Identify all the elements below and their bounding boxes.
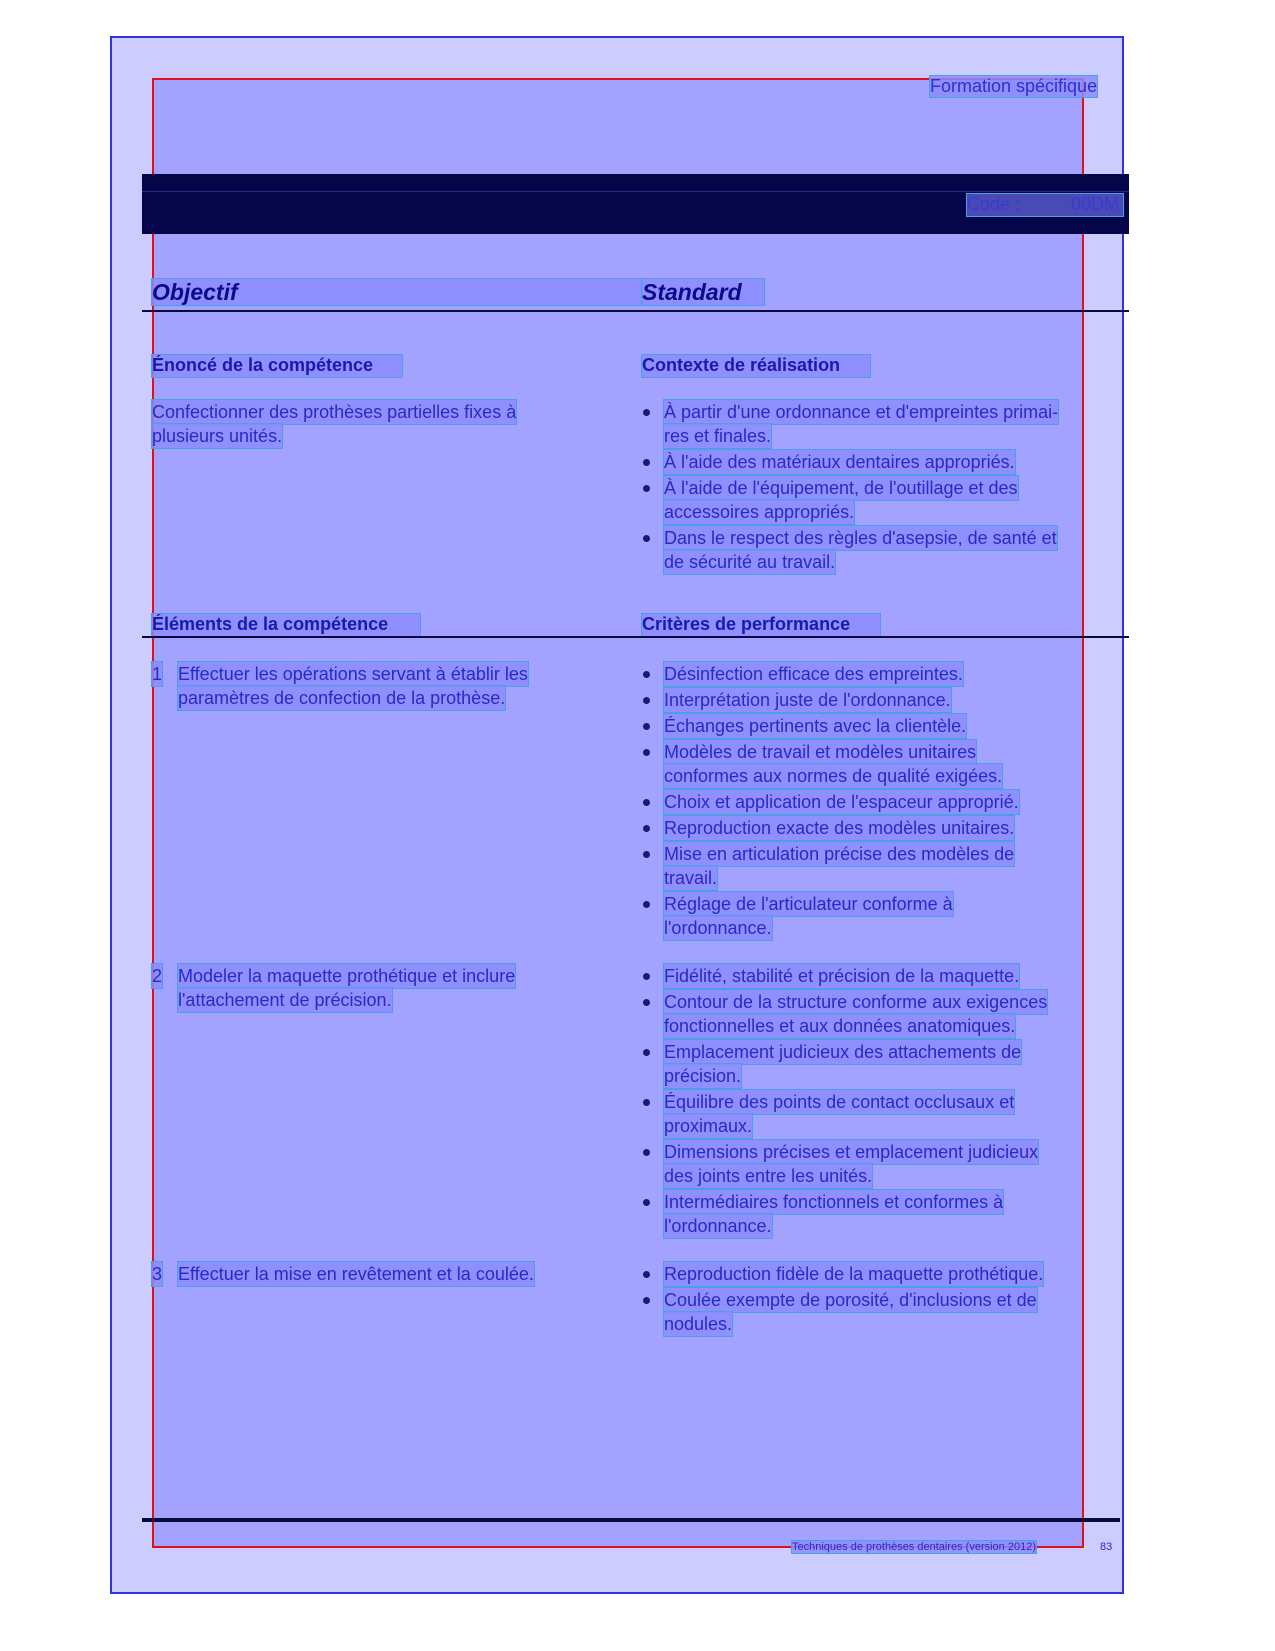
rule-footer <box>142 1518 1120 1522</box>
bullet-icon <box>643 723 650 730</box>
criterion-1-2: Interprétation juste de l'ordonnance. <box>664 690 951 710</box>
bullet-icon <box>643 1099 650 1106</box>
criterion-1-6: Reproduction exacte des modèles unitaires. <box>664 818 1015 838</box>
criterion-2-4: proximaux. <box>664 1116 753 1136</box>
contexte-item-1: res et finales. <box>664 426 772 446</box>
element-1-line: Effectuer les opérations servant à établir les <box>178 664 528 684</box>
criterion-1-8: l'ordonnance. <box>664 918 772 938</box>
contexte-item-2: À l'aide des matériaux dentaires appropriés. <box>664 452 1015 472</box>
criterion-2-4: Équilibre des points de contact occlusaux et <box>664 1092 1015 1112</box>
bullet-icon <box>643 973 650 980</box>
elements-heading: Éléments de la compétence <box>152 614 420 636</box>
footer-text: Techniques de prothèses dentaires (version 2012) <box>792 1541 1036 1553</box>
criterion-2-5: des joints entre les unités. <box>664 1166 873 1186</box>
criterion-3-2: Coulée exempte de porosité, d'inclusions et de <box>664 1290 1037 1310</box>
rule-elements <box>142 636 1129 638</box>
criterion-1-4: Modèles de travail et modèles unitaires <box>664 742 977 762</box>
bullet-icon <box>643 851 650 858</box>
bullet-icon <box>643 1199 650 1206</box>
criterion-2-3: précision. <box>664 1066 742 1086</box>
criterion-2-2: Contour de la structure conforme aux exigences <box>664 992 1048 1012</box>
bullet-icon <box>643 697 650 704</box>
rule-title <box>142 310 1129 312</box>
criterion-1-7: travail. <box>664 868 718 888</box>
criterion-1-4: conformes aux normes de qualité exigées. <box>664 766 1003 786</box>
title-objectif: Objectif <box>152 279 642 305</box>
page-number: 83 <box>1100 1541 1113 1553</box>
bullet-icon <box>643 749 650 756</box>
contexte-item-3: accessoires appropriés. <box>664 502 855 522</box>
contexte-item-1: À partir d'une ordonnance et d'empreintes primai- <box>664 402 1059 422</box>
element-3-line: Effectuer la mise en revêtement et la coulée. <box>178 1264 534 1284</box>
bullet-icon <box>643 459 650 466</box>
criterion-2-5: Dimensions précises et emplacement judicieux <box>664 1142 1039 1162</box>
element-number: 1 <box>152 664 163 684</box>
criterion-1-5: Choix et application de l'espaceur approprié. <box>664 792 1019 812</box>
bullet-icon <box>643 409 650 416</box>
criterion-2-6: l'ordonnance. <box>664 1216 772 1236</box>
code-value: 00DM <box>1070 194 1119 214</box>
criteres-heading: Critères de performance <box>642 614 880 636</box>
element-1-line: paramètres de confection de la prothèse. <box>178 688 506 708</box>
contexte-item-3: À l'aide de l'équipement, de l'outillage et des <box>664 478 1018 498</box>
criterion-2-1: Fidélité, stabilité et précision de la maquette. <box>664 966 1020 986</box>
element-2-line: l'attachement de précision. <box>178 990 392 1010</box>
enonce-heading: Énoncé de la compétence <box>152 355 402 377</box>
code-label: Code : <box>967 194 1021 214</box>
section-label: Formation spécifique <box>930 76 1098 96</box>
title-standard: Standard <box>642 279 764 305</box>
element-number: 3 <box>152 1264 163 1284</box>
bullet-icon <box>643 535 650 542</box>
contexte-heading: Contexte de réalisation <box>642 355 870 377</box>
enonce-line: Confectionner des prothèses partielles fixes à <box>152 402 517 422</box>
bullet-icon <box>643 1149 650 1156</box>
contexte-item-4: de sécurité au travail. <box>664 552 836 572</box>
criterion-3-2: nodules. <box>664 1314 733 1334</box>
element-2-line: Modeler la maquette prothétique et inclure <box>178 966 516 986</box>
bullet-icon <box>643 825 650 832</box>
criterion-1-8: Réglage de l'articulateur conforme à <box>664 894 953 914</box>
criterion-2-2: fonctionnelles et aux données anatomiques. <box>664 1016 1016 1036</box>
contexte-item-4: Dans le respect des règles d'asepsie, de santé et <box>664 528 1057 548</box>
criterion-1-1: Désinfection efficace des empreintes. <box>664 664 963 684</box>
bullet-icon <box>643 901 650 908</box>
bullet-icon <box>643 1049 650 1056</box>
bullet-icon <box>643 799 650 806</box>
criterion-2-6: Intermédiaires fonctionnels et conformes à <box>664 1192 1004 1212</box>
bullet-icon <box>643 1297 650 1304</box>
bullet-icon <box>643 999 650 1006</box>
bullet-icon <box>643 671 650 678</box>
criterion-1-7: Mise en articulation précise des modèles de <box>664 844 1015 864</box>
criterion-1-3: Échanges pertinents avec la clientèle. <box>664 716 967 736</box>
code-box <box>967 194 1123 216</box>
header-band-line <box>142 191 1129 192</box>
criterion-3-1: Reproduction fidèle de la maquette prothétique. <box>664 1264 1044 1284</box>
criterion-2-3: Emplacement judicieux des attachements de <box>664 1042 1022 1062</box>
bullet-icon <box>643 485 650 492</box>
bullet-icon <box>643 1271 650 1278</box>
enonce-line: plusieurs unités. <box>152 426 283 446</box>
element-number: 2 <box>152 966 163 986</box>
